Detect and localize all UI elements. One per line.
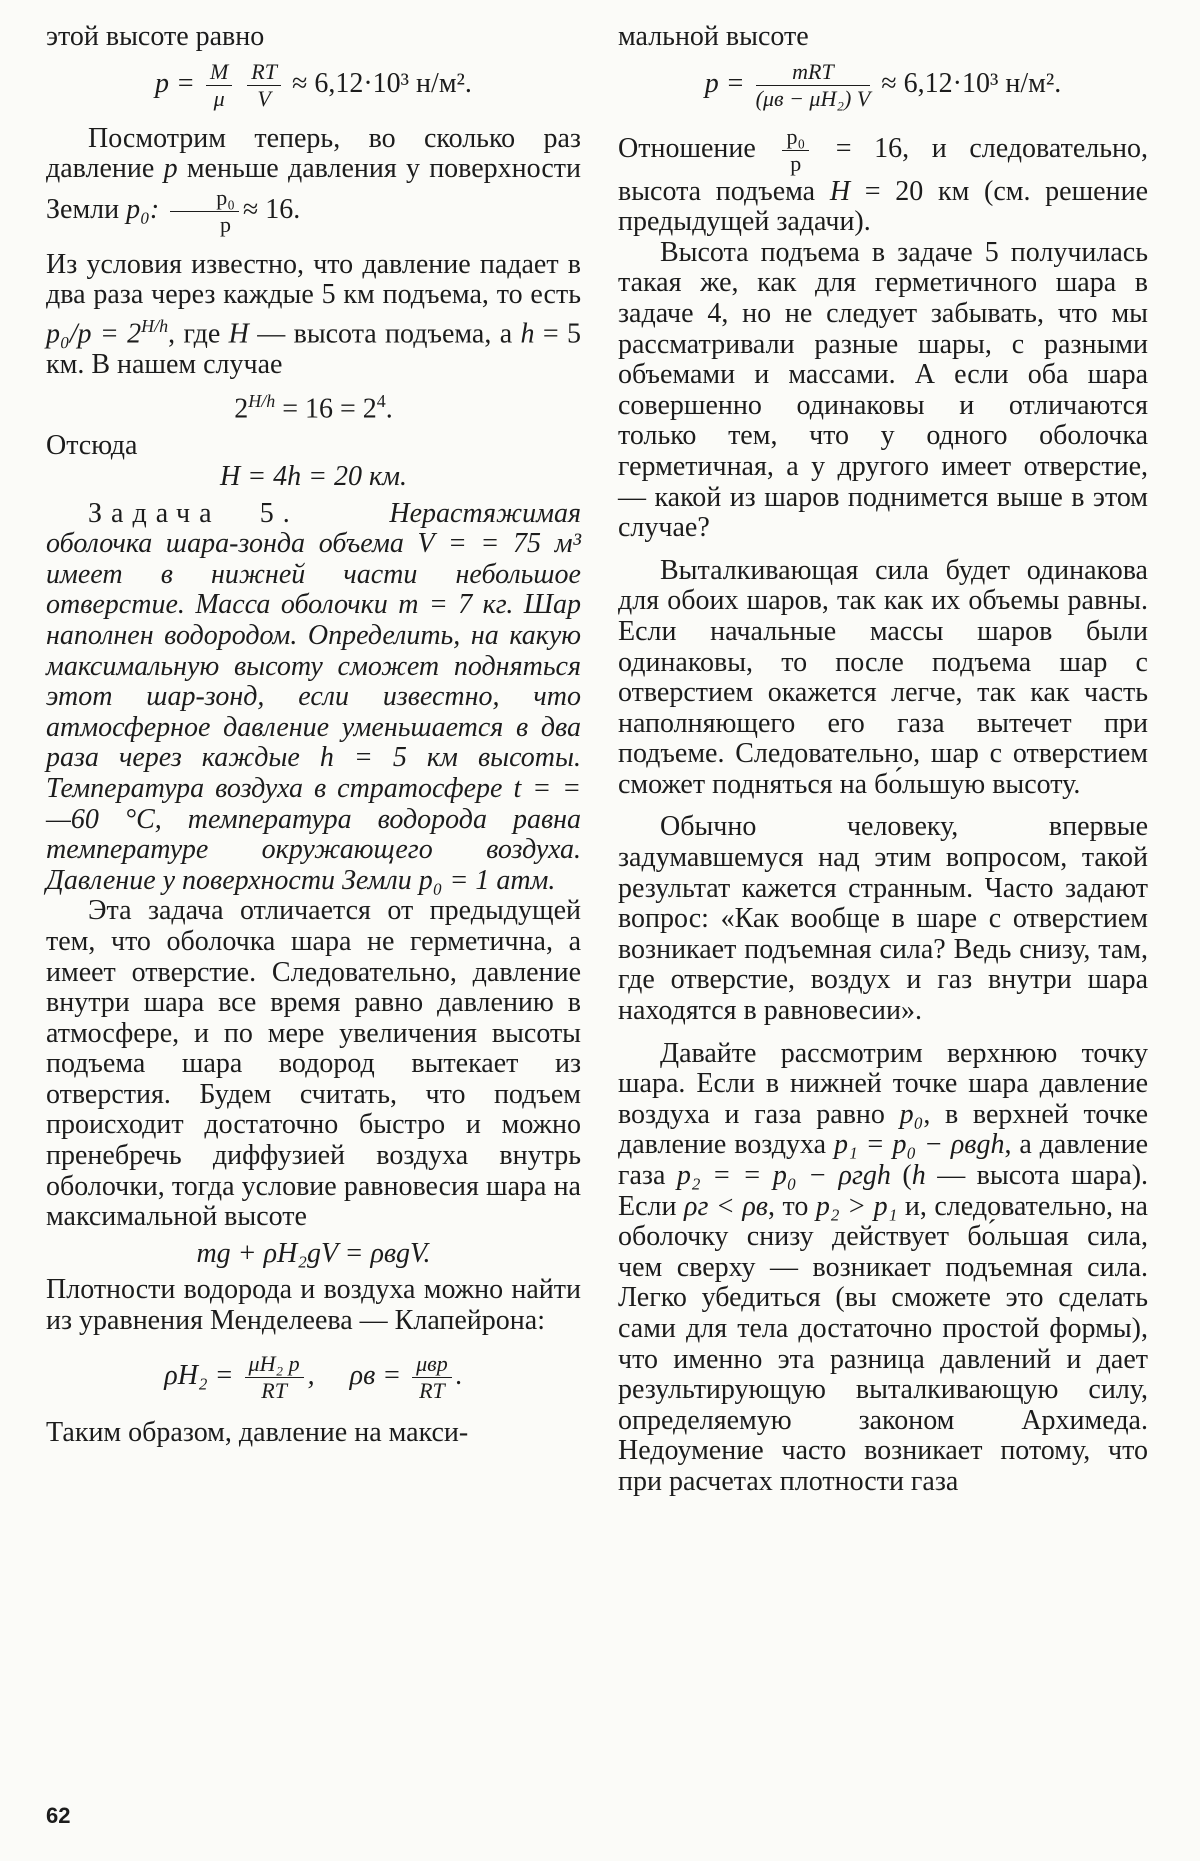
fraction: $\frac{\text{p₀}}{p}$: [170, 185, 239, 238]
right-paragraph-3: Высота подъема в задаче 5 получилась такая же, как для герметичного шара в задаче 4, но не следует забывать, что мы рассматривали разные шары, с разными объемами и массами. А если оба шара совершенно одинаковы и отличаются только тем, что у одного оболочка герметичная, а у другого имеет отверстие,— какой из шаров поднимется выше в этом случае?: [618, 236, 1148, 544]
fraction: $\frac{RT}{V}$: [247, 59, 281, 112]
left-equation-3: $2^{H/h} = 16 = 2^4$.: [234, 391, 393, 425]
right-paragraph-6: Давайте рассмотрим верхнюю точку шара. Если в нижней точке шара давление воздуха и газа равно p₀, в верхней точке давление воздуха p₁ = p₀ − ρвgh, а давление газа p₂ = = p₀ − ρгgh (h — высота шара). Если ρг < ρв, то p₂ > p₁ и, следовательно, на оболочку снизу действует бо́льшая сила, чем сверху — возникает подъемная сила. Легко убедиться (вы сможете это сделать сами для тела достаточно простой формы), что именно эта разница давлений и дает результирующую выталкивающую силу, определяемую законом Архимеда. Недоумение часто возникает потому, что при расчетах плотности газа: [618, 1037, 1149, 1497]
left-paragraph-3: Из условия известно, что давление падает в два раза через каждые 5 км подъема, то есть $p_0/p = 2^{H/h}$, где H — высота подъема, а h = 5 км. В нашем случае: [46, 248, 582, 380]
left-line-1: этой высоте равно: [46, 21, 265, 52]
task-5: [46, 499, 581, 897]
left-equation-6: ρH₂ = $\frac{\text{μH₂ p}}{RT}$ , ρв = $\frac{\text{μвp}}{RT}$ .: [164, 1350, 463, 1403]
right-paragraph-5: Обычно человеку, впервые задумавшемуся над этим вопросом, такой результат кажется странным. Часто задают вопрос: «Как вообще в шаре с отверстием возникает подъемная сила? Ведь снизу, там, где отверстие, воздух и газ внутри шара находятся в равновесии».: [618, 811, 1148, 1027]
page-number: 62: [46, 1803, 71, 1828]
right-paragraph-2: Отношение $\frac{\text{p₀}}{p}$ = 16, и следовательно, высота подъема H = 20 км (см. решение предыдущей задачи).: [618, 123, 1149, 238]
right-equation-1: p = $\frac{\text{mRT}}{\text{(μв − μH₂) V}}$ ≈ 6,12·10³ н/м².: [704, 58, 1062, 111]
right-line-1: мальной высоте: [618, 21, 809, 52]
fraction: $\frac{\text{μH₂ p}}{RT}$: [245, 1351, 304, 1404]
left-equation-4: H = 4h = 20 км.: [220, 461, 407, 492]
fraction: $\frac{M}{\mu}$: [206, 59, 232, 112]
right-column: [618, 22, 1148, 1498]
fraction: $\frac{\text{μвp}}{RT}$: [412, 1351, 452, 1404]
left-line-otsyuda: Отсюда: [46, 430, 138, 462]
left-column: [46, 22, 581, 1448]
right-paragraph-4: Выталкивающая сила будет одинакова для обоих шаров, так как их объемы равны. Если начальные массы шаров были одинаковы, то после подъема шар с отверстием окажется легче, так как часть наполняющего его газа вытечет при подъеме. Следовательно, шар с отверстием сможет подняться на бо́льшую высоту.: [618, 554, 1148, 800]
left-equation-1: p = $\frac{M}{\mu}$ $\frac{RT}{V}$ ≈ 6,12·10³ н/м².: [155, 58, 472, 111]
left-paragraph-7: Таким образом, давление на макси-: [46, 1416, 469, 1448]
task-body: Нерастяжимая оболочка шара-зонда объема V = = 75 м³ имеет в нижней части небольшое отверстие. Масса оболочки m = 7 кг. Шар наполнен водородом. Определить, на какую максимальную высоту сможет подняться этот шар-зонд, если известно, что атмосферное давление уменьшается в два раза через каждые h = 5 км высоты. Температура воздуха в стратосфере t = = —60 °С, температура водорода равна температуре окружающего воздуха. Давление у поверхности Земли p₀ = 1 атм.: [46, 497, 581, 896]
left-paragraph-2: Посмотрим теперь, во сколько раз давление p меньше давления у поверхности Земли p₀: $\frac{\text{p₀}}{p}$ ≈ 16.: [46, 122, 582, 237]
task-label: Задача 5.: [88, 497, 299, 529]
left-equation-5: mg + ρH₂gV = ρвgV.: [196, 1237, 431, 1269]
fraction: $\frac{\text{mRT}}{\text{(μв − μH₂) V}}$: [755, 58, 871, 111]
left-paragraph-5: Эта задача отличается от предыдущей тем, что оболочка шара не герметична, а имеет отверстие. Следовательно, давление внутри шара все время равно давлению в атмосфере, и по мере увеличения высоты подъема шара водород вытекает из отверстия. Будем считать, что подъем происходит достаточно быстро и можно пренебречь диффузией воздуха внутрь оболочки, тогда условие равновесия шара на максимальной высоте: [46, 895, 581, 1233]
fraction: $\frac{\text{p₀}}{p}$: [782, 124, 809, 177]
left-paragraph-6: Плотности водорода и воздуха можно найти из уравнения Менделеева — Клапейрона:: [46, 1274, 581, 1337]
